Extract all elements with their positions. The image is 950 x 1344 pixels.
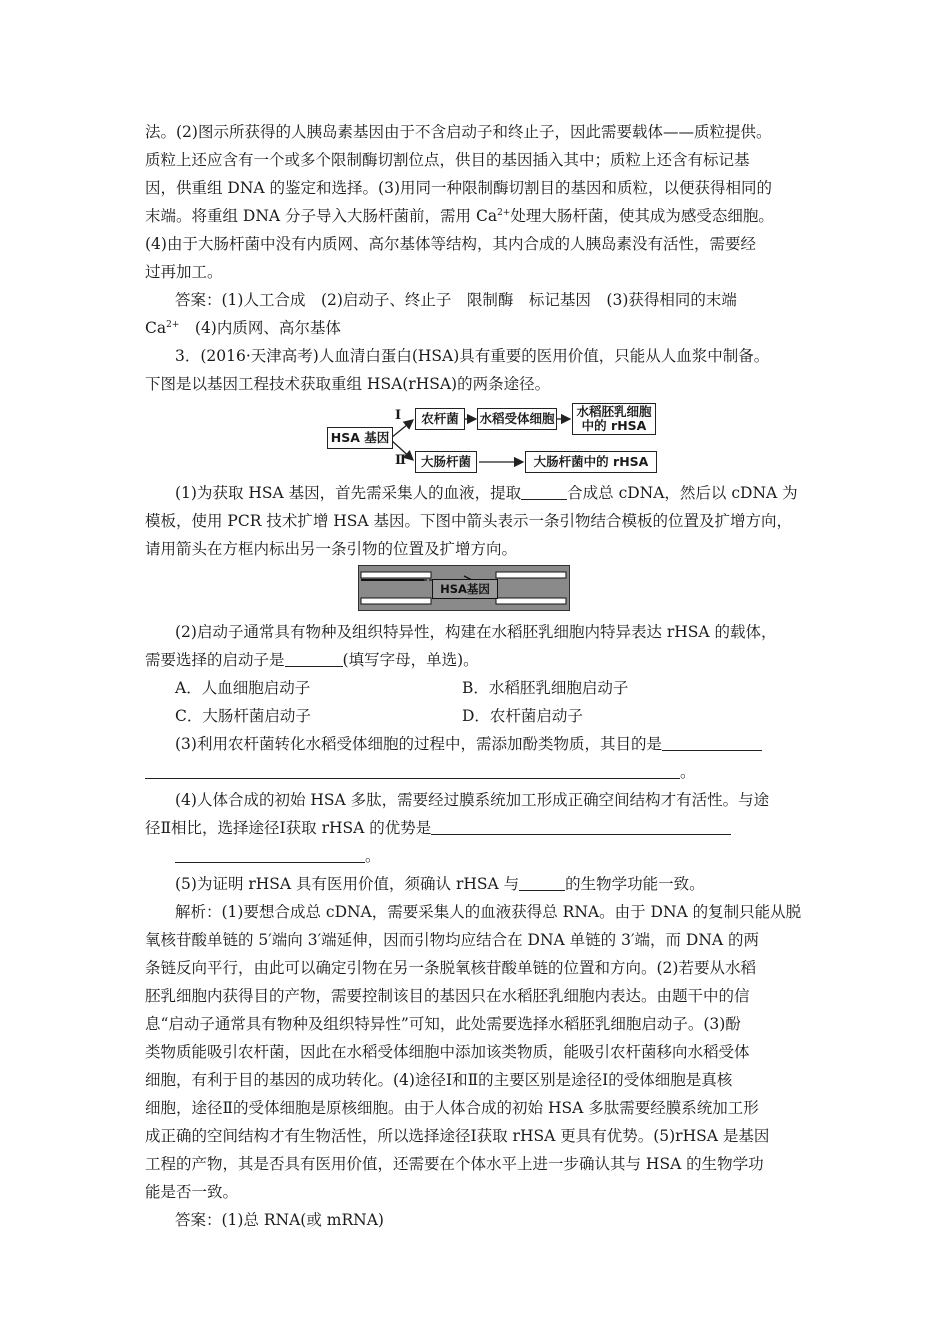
option-b: B．水稻胚乳细胞启动子 — [462, 679, 629, 697]
hsa-gene-segment: HSA基因 — [432, 579, 498, 599]
explanation-line: 细胞，有利于目的基因的成功转化。(4)途径Ⅰ和Ⅱ的主要区别是途径Ⅰ的受体细胞是真核 — [145, 1071, 733, 1089]
subquestion-3-line: 。 — [145, 762, 810, 782]
subquestion-4-line: (4)人体合成的初始 HSA 多肽，需要经过膜系统加工形成正确空间结构才有活性。与途 — [175, 791, 770, 809]
explanation-line: 法。(2)图示所获得的人胰岛素基因由于不含启动子和终止子，因此需要载体——质粒提供。 — [145, 123, 772, 141]
answer-blank[interactable] — [285, 652, 343, 667]
explanation-line: 成正确的空间结构才有生物活性，所以选择途径Ⅰ获取 rHSA 更具有优势。(5)rHSA 是基因 — [145, 1127, 770, 1145]
explanation-line: 末端。将重组 DNA 分子导入大肠杆菌前，需用 $Ca^{2+}$处理大肠杆菌，使其成为感受态细胞。 — [145, 207, 774, 225]
explanation-line: 因，供重组 DNA 的鉴定和选择。(3)用同一种限制酶切割目的基因和质粒，以便获得相同的 — [145, 179, 772, 197]
explanation-line: 过再加工。 — [145, 263, 223, 281]
option-a: A．人血细胞启动子 — [175, 679, 311, 697]
pcr-template-diagram — [358, 565, 570, 611]
subquestion-4-line: 。 — [175, 846, 810, 866]
answer-blank[interactable] — [145, 764, 680, 779]
agrobacterium-box: 农杆菌 — [415, 408, 465, 430]
subquestion-1-line: 模板，使用 PCR 技术扩增 HSA 基因。下图中箭头表示一条引物结合模板的位置及扩增方向， — [145, 512, 792, 530]
subquestion-5-line: (5)为证明 rHSA 具有医用价值，须确认 rHSA 与 的生物学功能一致。 — [175, 875, 705, 893]
explanation-line: 胚乳细胞内获得目的产物，需要控制该目的基因只在水稻胚乳细胞内表达。由题干中的信 — [145, 987, 750, 1005]
answer-blank[interactable] — [175, 848, 365, 863]
question-title: 3．(2016·天津高考)人血清白蛋白(HSA)具有重要的医用价值，只能从人血浆中制备。 — [175, 347, 770, 365]
ecoli-box: 大肠杆菌 — [415, 451, 477, 473]
answer-blank[interactable] — [521, 485, 567, 500]
option-c: C．大肠杆菌启动子 — [175, 707, 311, 725]
explanation-line: (4)由于大肠杆菌中没有内质网、高尔基体等结构，其内合成的人胰岛素没有活性，需要经 — [145, 235, 756, 253]
ecoli-rhsa-box: 大肠杆菌中的 rHSA — [525, 451, 657, 473]
question-text: 下图是以基因工程技术获取重组 HSA(rHSA)的两条途径。 — [145, 375, 551, 393]
subquestion-1-line: (1)为获取 HSA 基因，首先需采集人的血液，提取 合成总 cDNA，然后以 cDNA 为 — [175, 484, 798, 502]
explanation-line: 细胞，途径Ⅱ的受体细胞是原核细胞。由于人体合成的初始 HSA 多肽需要经膜系统加工形 — [145, 1099, 759, 1117]
subquestion-4-line: 径Ⅱ相比，选择途径Ⅰ获取 rHSA 的优势是 — [145, 818, 810, 838]
explanation-line: 能是否一致。 — [145, 1183, 239, 1201]
pathway-label-2: Ⅱ — [395, 453, 406, 468]
hsa-gene-box: HSA 基因 — [327, 427, 393, 449]
pathway-diagram — [325, 400, 675, 480]
answer-line: 答案：(1)人工合成 (2)启动子、终止子 限制酶 标记基因 (3)获得相同的末端 — [175, 291, 737, 309]
subquestion-2-line: 需要选择的启动子是 (填写字母，单选)。 — [145, 651, 479, 669]
answer-line: 答案：(1)总 RNA(或 mRNA) — [175, 1211, 384, 1229]
explanation-line: 类物质能吸引农杆菌，因此在水稻受体细胞中添加该类物质，能吸引农杆菌移向水稻受体 — [145, 1043, 750, 1061]
explanation-line: 工程的产物，其是否具有医用价值，还需要在个体水平上进一步确认其与 HSA 的生物学功 — [145, 1155, 764, 1173]
explanation-line: 解析：(1)要想合成总 cDNA，需要采集人的血液获得总 RNA。由于 DNA 的复制只能从脱 — [175, 903, 802, 921]
answer-blank[interactable] — [431, 820, 731, 835]
rice-receptor-cell-box: 水稻受体细胞 — [477, 408, 557, 430]
explanation-line: 质粒上还应含有一个或多个限制酶切割位点，供目的基因插入其中；质粒上还含有标记基 — [145, 151, 750, 169]
explanation-line: 息“启动子通常具有物种及组织特异性”可知，此处需要选择水稻胚乳细胞启动子。(3)酚 — [145, 1015, 741, 1033]
subquestion-1-line: 请用箭头在方框内标出另一条引物的位置及扩增方向。 — [145, 540, 518, 558]
subquestion-3-line: (3)利用农杆菌转化水稻受体细胞的过程中，需添加酚类物质，其目的是 — [175, 734, 810, 754]
rice-endosperm-rhsa-box: 水稻胚乳细胞 中的 rHSA — [572, 403, 656, 435]
answer-blank[interactable] — [662, 736, 762, 751]
pathway-label-1: Ⅰ — [395, 408, 402, 423]
explanation-line: 氧核苷酸单链的 5′端向 3′端延伸，因而引物均应结合在 DNA 单链的 3′端，而 DNA 的两 — [145, 931, 760, 949]
answer-line: $Ca^{2+}$ (4)内质网、高尔基体 — [145, 319, 341, 337]
option-d: D．农杆菌启动子 — [462, 707, 583, 725]
subquestion-2-line: (2)启动子通常具有物种及组织特异性，构建在水稻胚乳细胞内特异表达 rHSA 的载体， — [175, 623, 777, 641]
answer-blank[interactable] — [519, 876, 565, 891]
explanation-line: 条链反向平行，由此可以确定引物在另一条脱氧核苷酸单链的位置和方向。(2)若要从水稻 — [145, 959, 756, 977]
